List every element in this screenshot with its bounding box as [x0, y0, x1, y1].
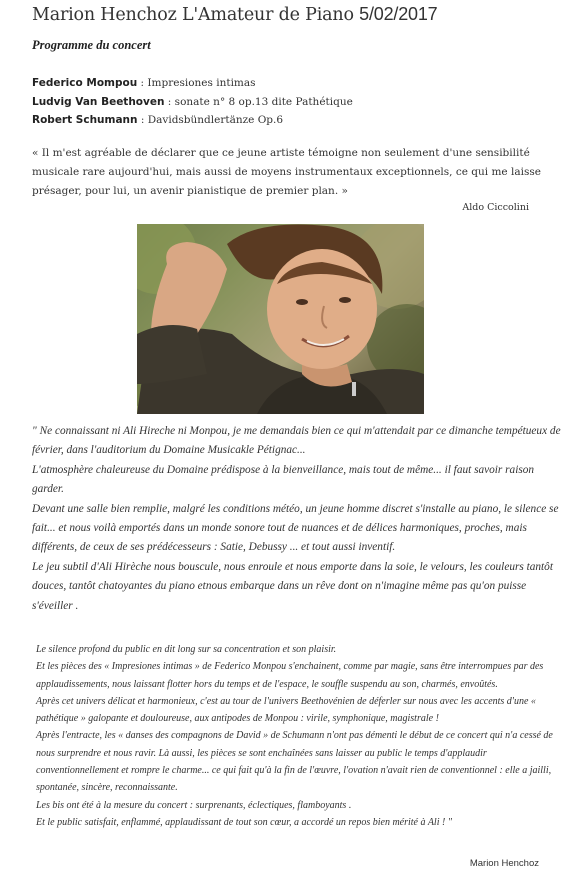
composer-name: Ludvig Van Beethoven [32, 95, 165, 108]
composer-name: Federico Mompou [32, 77, 138, 89]
review-paragraph: Les bis ont été à la mesure du concert : surprenants, éclectiques, flamboyants . [36, 799, 352, 811]
review-part-1 [32, 422, 562, 616]
review-part-2 [36, 641, 562, 831]
programme-item [32, 93, 552, 112]
signature: Marion Henchoz [469, 858, 539, 869]
review-paragraph: Le silence profond du public en dit long sur sa concentration et son plaisir. [36, 644, 337, 655]
review-paragraph: L'atmosphère chaleureuse du Domaine prédispose à la bienveillance, mais tout de même... il faut savoir raison garder. [32, 463, 535, 496]
quote-text: « Il m'est agréable de déclarer que ce jeune artiste témoigne non seulement d'une sensibilité musicale rare aujourd'hui, mais aussi de moyens instrumentaux exceptionnels, ce qui me laisse présager, pour lui, un avenir pianistique de premier plan. » [32, 147, 541, 197]
portrait-illustration [137, 224, 424, 414]
quote-author: Aldo Ciccolini [462, 202, 529, 213]
review-paragraph: Devant une salle bien remplie, malgré les conditions météo, un jeune homme discret s'installe au piano, le silence se fait... et nous voilà emportés dans un monde sonore tout de nuances et de délices harmoniques, proches, mais différents, de ceux de ses prédécesseurs : Satie, Debussy ... et tout aussi inventif. [32, 502, 559, 554]
programme-list [32, 74, 552, 130]
review-paragraph: Et le public satisfait, enflammé, applaudissant de tout son cœur, a accordé un repos bien mérité à Ali ! " [36, 816, 453, 828]
review-paragraph: Après l'entracte, les « danses des compagnons de David » de Schumann n'ont pas démenti le début de ce concert qui n'a cessé de nous surprendre et nous ravir. Là aussi, les pièces se sont enchaînées sans laisser au public le temps d'applaudir conventionnellement et rompre le charme... ce qui fait qu'à la fin de l'œuvre, l'ovation n'avait rien de conventionnel : elle a jailli, spontanée, sincère, reconnaissante. [36, 730, 553, 794]
composer-name: Robert Schumann [32, 114, 138, 126]
review-paragraph: Le jeu subtil d'Ali Hirèche nous bouscule, nous enroule et nous emporte dans la soie, le velours, les couleurs tantôt douces, tantôt chatoyantes du piano etnous embarque dans un rêve dont on n'imagine même pas qu'on puisse s'éveiller . [32, 560, 553, 612]
programme-heading: Programme du concert [32, 38, 151, 52]
review-paragraph: Après cet univers délicat et harmonieux, c'est au tour de l'univers Beethovénien de déferler sur nous avec les accents d'une « pathétique » galopante et douloureuse, aux antipodes de Monpou : virile, symphonique, magistrale ! [36, 695, 536, 725]
programme-item [32, 111, 552, 130]
work-title: : Impresiones intimas [137, 77, 256, 89]
review-paragraph: Et les pièces des « Impresiones intimas » de Federico Monpou s'enchainent, comme par magie, sans être interrompues par des applaudissements, nous laissant flotter hors du temps et de l'espace, le souffle suspendu au son, charmés, envoûtés. [36, 661, 544, 690]
work-title: : Davidsbündlertänze Op.6 [137, 114, 284, 126]
work-title: : sonate n° 8 op.13 dite Pathétique [164, 95, 353, 108]
title-text: Marion Henchoz L'Amateur de Piano [32, 5, 354, 25]
review-paragraph: " Ne connaissant ni Ali Hireche ni Monpou, je me demandais bien ce qui m'attendait par ce dimanche tempétueux de février, dans l'auditorium du Domaine Musicakle Pétignac... [32, 425, 561, 457]
pianist-portrait-photo [137, 224, 424, 414]
programme-item [32, 74, 552, 93]
title-date: 5/02/2017 [359, 4, 438, 24]
page-title [32, 4, 562, 25]
